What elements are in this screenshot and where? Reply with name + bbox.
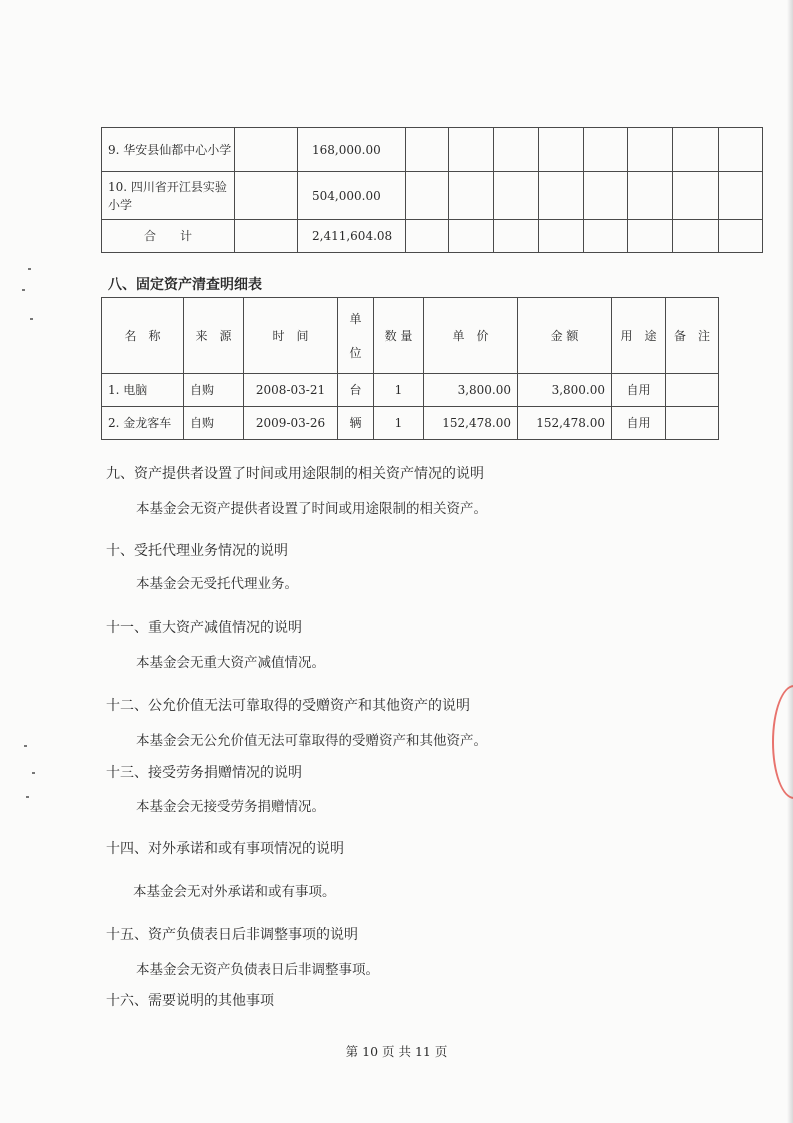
asset-price: 3,800.00 (424, 374, 518, 407)
table-header-row (102, 298, 719, 374)
scan-speck (24, 745, 27, 747)
page-edge (787, 0, 793, 1123)
asset-date: 2009-03-26 (244, 407, 338, 440)
asset-source: 自购 (184, 374, 244, 407)
section-10-body: 本基金会无受托代理业务。 (136, 576, 298, 592)
asset-amount: 3,800.00 (518, 374, 612, 407)
asset-name: 2. 金龙客车 (102, 407, 184, 440)
section-11-title: 十一、重大资产减值情况的说明 (106, 620, 302, 636)
table-row (102, 374, 719, 407)
table-row (102, 128, 763, 172)
table-row (102, 407, 719, 440)
amount-cell: 504,000.00 (298, 172, 406, 220)
section-15-body: 本基金会无资产负债表日后非调整事项。 (136, 962, 379, 978)
asset-note (666, 407, 719, 440)
col-header-use: 用 途 (612, 298, 666, 374)
table-row (102, 172, 763, 220)
donation-table (101, 127, 763, 253)
asset-use: 自用 (612, 407, 666, 440)
asset-qty: 1 (374, 407, 424, 440)
asset-use: 自用 (612, 374, 666, 407)
col-header-name: 名 称 (102, 298, 184, 374)
section-8-title: 八、固定资产清查明细表 (108, 277, 262, 293)
asset-price: 152,478.00 (424, 407, 518, 440)
section-9-body: 本基金会无资产提供者设置了时间或用途限制的相关资产。 (136, 501, 487, 517)
section-14-body: 本基金会无对外承诺和或有事项。 (133, 884, 336, 900)
scan-speck (22, 289, 25, 291)
scan-speck (30, 318, 33, 320)
section-16-title: 十六、需要说明的其他事项 (106, 993, 274, 1009)
col-header-qty: 数 量 (374, 298, 424, 374)
scan-speck (26, 796, 29, 798)
asset-name: 1. 电脑 (102, 374, 184, 407)
asset-note (666, 374, 719, 407)
section-14-title: 十四、对外承诺和或有事项情况的说明 (106, 841, 344, 857)
total-amount: 2,411,604.08 (298, 220, 406, 253)
asset-unit: 台 (338, 374, 374, 407)
total-row (102, 220, 763, 253)
scan-speck (28, 268, 31, 270)
col-header-date: 时 间 (244, 298, 338, 374)
section-12-title: 十二、公允价值无法可靠取得的受赠资产和其他资产的说明 (106, 698, 470, 714)
col-header-unit: 单位 (338, 298, 374, 374)
recipient-name: 10. 四川省开江县实验小学 (102, 172, 235, 220)
section-11-body: 本基金会无重大资产减值情况。 (136, 655, 325, 671)
total-label: 合 计 (102, 220, 235, 253)
fixed-assets-table (101, 297, 719, 440)
col-header-source: 来 源 (184, 298, 244, 374)
scan-speck (32, 772, 35, 774)
section-13-body: 本基金会无接受劳务捐赠情况。 (136, 799, 325, 815)
col-header-price: 单 价 (424, 298, 518, 374)
section-12-body: 本基金会无公允价值无法可靠取得的受赠资产和其他资产。 (136, 733, 487, 749)
col-header-note: 备 注 (666, 298, 719, 374)
asset-date: 2008-03-21 (244, 374, 338, 407)
asset-qty: 1 (374, 374, 424, 407)
section-15-title: 十五、资产负债表日后非调整事项的说明 (106, 927, 358, 943)
page-number: 第 10 页 共 11 页 (345, 1044, 448, 1059)
amount-cell: 168,000.00 (298, 128, 406, 172)
asset-source: 自购 (184, 407, 244, 440)
section-10-title: 十、受托代理业务情况的说明 (106, 543, 288, 559)
section-9-title: 九、资产提供者设置了时间或用途限制的相关资产情况的说明 (106, 466, 484, 482)
asset-amount: 152,478.00 (518, 407, 612, 440)
asset-unit: 辆 (338, 407, 374, 440)
red-seal-fragment (772, 685, 793, 799)
section-13-title: 十三、接受劳务捐赠情况的说明 (106, 765, 302, 781)
col-header-amount: 金 额 (518, 298, 612, 374)
recipient-name: 9. 华安县仙都中心小学 (102, 128, 235, 172)
